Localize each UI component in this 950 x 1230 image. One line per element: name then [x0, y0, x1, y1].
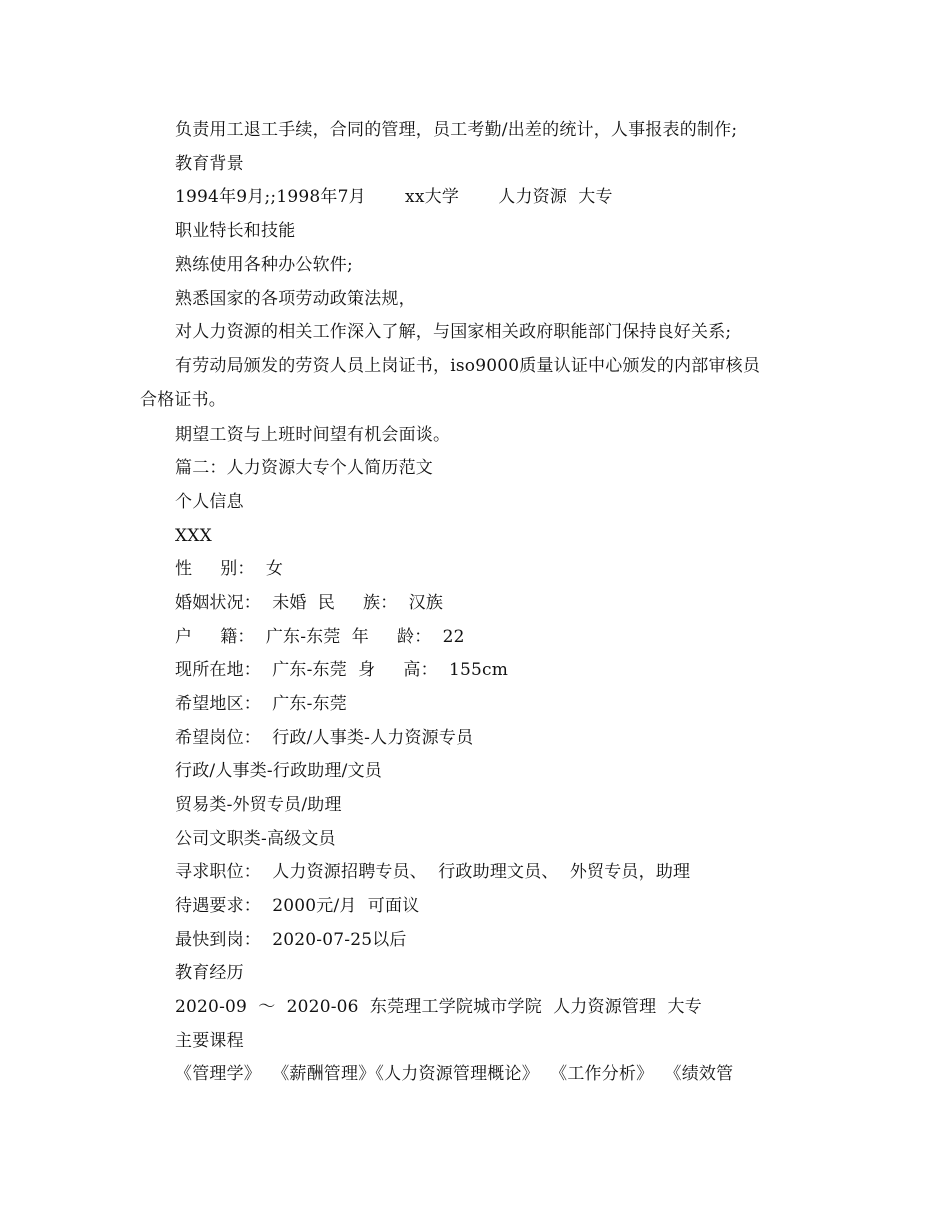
text-line-desired-region: 希望地区： 广东-东莞: [175, 694, 347, 714]
text-line-name: XXX: [175, 526, 212, 546]
text-line-certificates-cont: 合格证书。: [140, 390, 226, 410]
heading-main-courses: 主要课程: [175, 1031, 244, 1051]
heading-personal-info: 个人信息: [175, 492, 244, 512]
heading-part-two: 篇二：人力资源大专个人简历范文: [175, 458, 433, 478]
text-line-position-clerk: 公司文职类-高级文员: [175, 829, 336, 849]
text-line-gender: 性 别： 女: [175, 559, 284, 579]
text-line-courses: 《管理学》 《薪酬管理》《人力资源管理概论》 《工作分析》 《绩效管: [175, 1064, 734, 1084]
heading-skills: 职业特长和技能: [175, 221, 296, 241]
heading-education-background: 教育背景: [175, 154, 244, 174]
heading-education-history: 教育经历: [175, 963, 244, 983]
text-line-desired-position: 希望岗位： 行政/人事类-人力资源专员: [175, 728, 474, 748]
text-line-duties: 负责用工退工手续，合同的管理，员工考勤/出差的统计，人事报表的制作;: [175, 120, 738, 140]
text-line-education-entry: 1994年9月;;1998年7月 xx大学 人力资源 大专: [175, 187, 613, 207]
text-line-education-history-entry: 2020-09 ～ 2020-06 东莞理工学院城市学院 人力资源管理 大专: [175, 997, 702, 1017]
text-line-hukou-age: 户 籍： 广东-东莞 年 龄： 22: [175, 627, 465, 647]
text-line-location-height: 现所在地： 广东-东莞 身 高： 155cm: [175, 660, 509, 680]
text-line-start-date: 最快到岗： 2020-07-25以后: [175, 930, 407, 950]
text-line-marital-ethnicity: 婚姻状况： 未婚 民 族： 汉族: [175, 593, 444, 613]
text-line-job-sought: 寻求职位： 人力资源招聘专员、 行政助理文员、 外贸专员，助理: [175, 862, 691, 882]
text-line-salary-requirement: 待遇要求： 2000元/月 可面议: [175, 896, 420, 916]
text-line-salary-expectation: 期望工资与上班时间望有机会面谈。: [175, 425, 451, 445]
text-line-skill-labor-law: 熟悉国家的各项劳动政策法规，: [175, 289, 416, 309]
text-line-skill-hr: 对人力资源的相关工作深入了解，与国家相关政府职能部门保持良好关系;: [175, 322, 732, 342]
text-line-position-trade: 贸易类-外贸专员/助理: [175, 795, 342, 815]
text-line-certificates: 有劳动局颁发的劳资人员上岗证书，iso9000质量认证中心颁发的内部审核员: [175, 356, 761, 376]
text-line-position-admin: 行政/人事类-行政助理/文员: [175, 761, 382, 781]
text-line-skill-office: 熟练使用各种办公软件;: [175, 255, 353, 275]
